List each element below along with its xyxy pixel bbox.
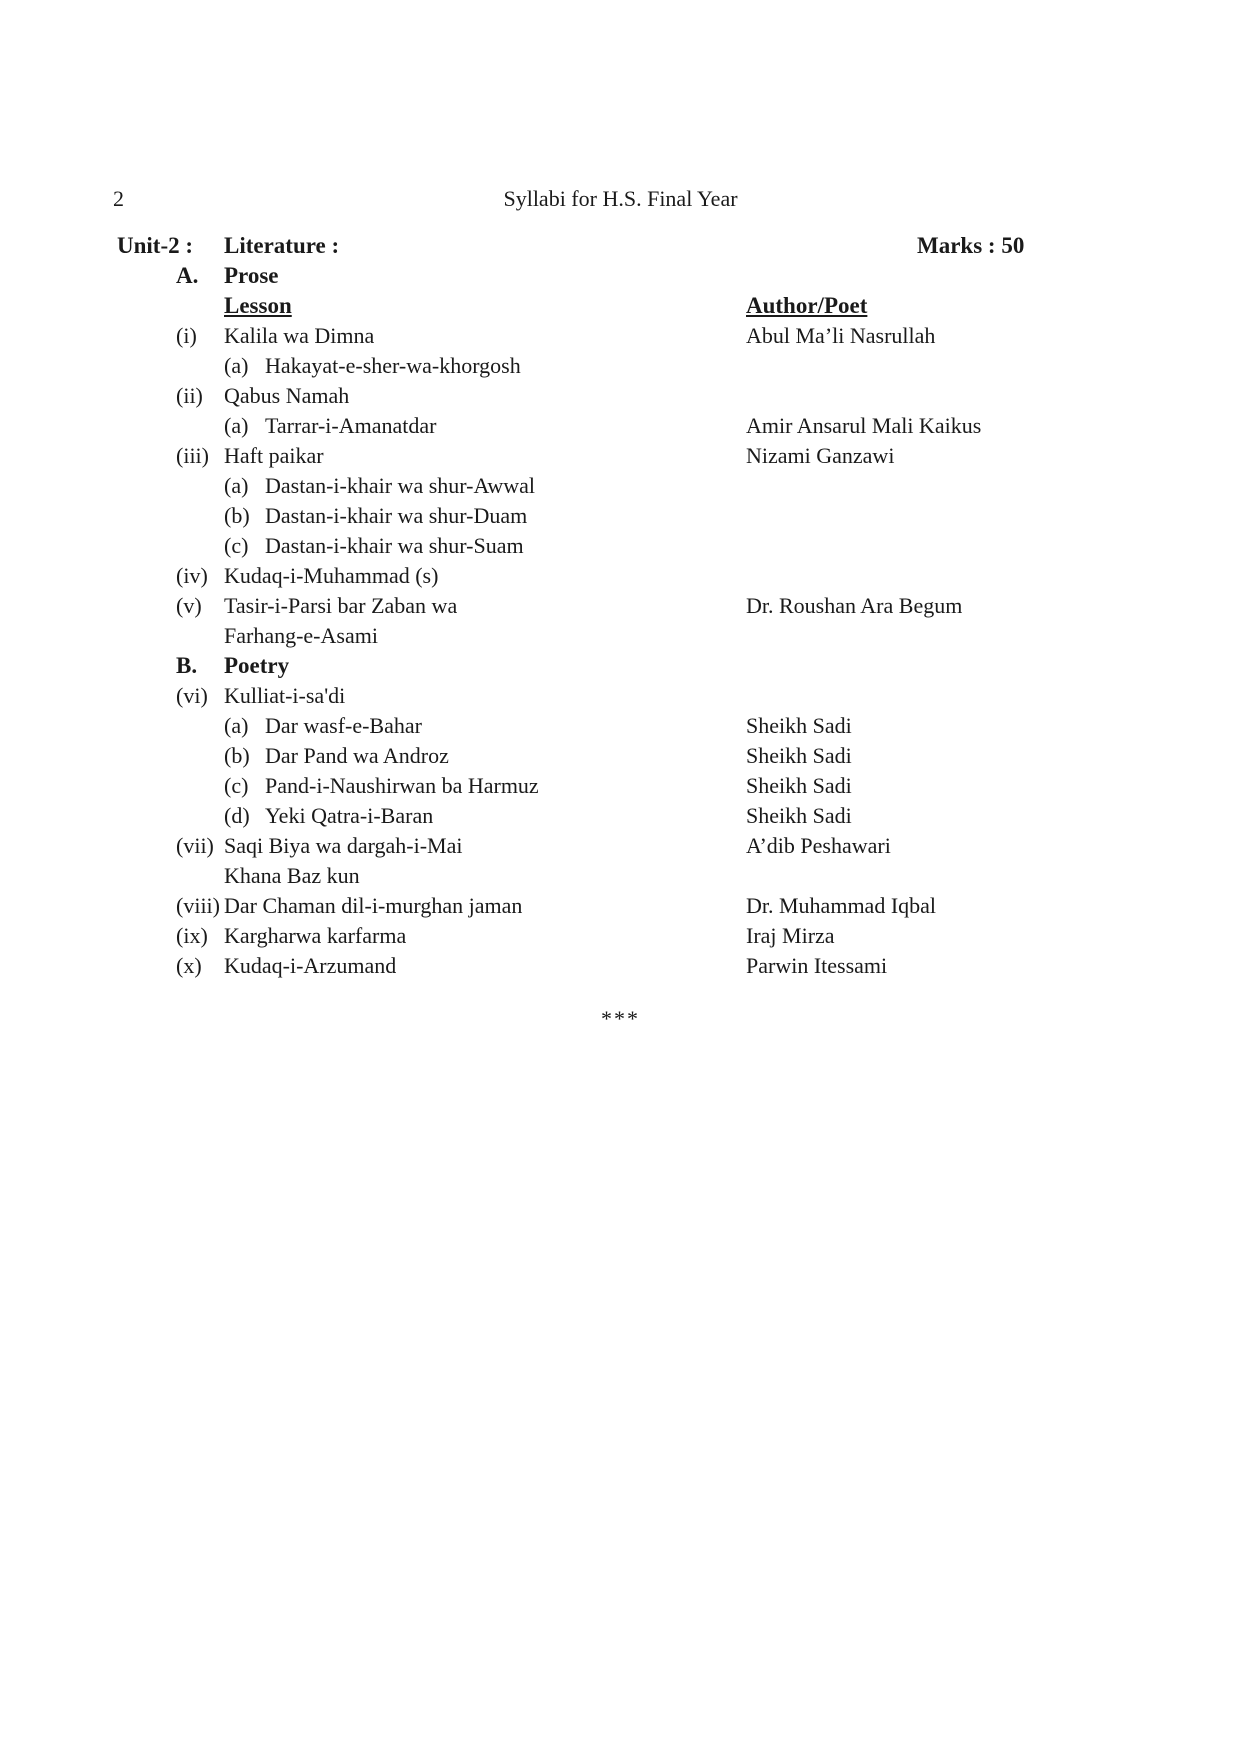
item-number: (x) <box>176 953 202 978</box>
lesson-title: Tasir-i-Parsi bar Zaban wa <box>224 593 458 618</box>
author-name: Nizami Ganzawi <box>746 443 895 468</box>
lesson-title: Kudaq-i-Muhammad (s) <box>224 563 439 588</box>
poem-title: Kudaq-i-Arzumand <box>224 953 397 978</box>
sub-item-number: (d) <box>224 803 250 828</box>
poet-name: Parwin Itessami <box>746 953 888 978</box>
author-name: Dr. Roushan Ara Begum <box>746 593 963 618</box>
page-number: 2 <box>113 186 124 211</box>
sub-lesson-title: Tarrar-i-Amanatdar <box>265 413 437 438</box>
sub-item-number: (a) <box>224 413 249 438</box>
item-number: (i) <box>176 323 197 348</box>
poem-title: Kargharwa karfarma <box>224 923 407 948</box>
poet-name: Dr. Muhammad Iqbal <box>746 893 937 918</box>
sub-lesson-title: Dastan-i-khair wa shur-Suam <box>265 533 524 558</box>
lesson-title: Kalila wa Dimna <box>224 323 375 348</box>
lesson-title: Haft paikar <box>224 443 324 468</box>
poet-name: Sheikh Sadi <box>746 743 852 768</box>
poet-name: Sheikh Sadi <box>746 713 852 738</box>
running-title: Syllabi for H.S. Final Year <box>503 186 738 211</box>
item-number: (ix) <box>176 923 208 948</box>
sub-item-number: (a) <box>224 473 249 498</box>
item-number: (iv) <box>176 563 208 588</box>
section-letter-prose: A. <box>176 263 199 288</box>
unit-label: Unit-2 : <box>117 233 194 258</box>
end-separator: *** <box>601 1006 640 1031</box>
section-title-poetry: Poetry <box>224 653 290 678</box>
poem-title-continued: Khana Baz kun <box>224 863 360 888</box>
poem-title: Saqi Biya wa dargah-i-Mai <box>224 833 463 858</box>
sub-item-number: (a) <box>224 713 249 738</box>
item-number: (vi) <box>176 683 208 708</box>
item-number: (ii) <box>176 383 203 408</box>
column-header-author: Author/Poet <box>746 293 868 318</box>
sub-lesson-title: Dastan-i-khair wa shur-Awwal <box>265 473 536 498</box>
sub-lesson-title: Hakayat-e-sher-wa-khorgosh <box>265 353 521 378</box>
author-name: Amir Ansarul Mali Kaikus <box>746 413 982 438</box>
lesson-title: Qabus Namah <box>224 383 350 408</box>
sub-poem-title: Dar Pand wa Androz <box>265 743 449 768</box>
sub-poem-title: Pand-i-Naushirwan ba Harmuz <box>265 773 539 798</box>
sub-item-number: (b) <box>224 503 250 528</box>
author-name: Abul Ma’li Nasrullah <box>746 323 936 348</box>
unit-title: Literature : <box>224 233 340 258</box>
poet-name: A’dib Peshawari <box>746 833 891 858</box>
poem-title: Dar Chaman dil-i-murghan jaman <box>224 893 523 918</box>
poet-name: Sheikh Sadi <box>746 773 852 798</box>
sub-item-number: (c) <box>224 533 249 558</box>
column-header-lesson: Lesson <box>224 293 292 318</box>
section-title-prose: Prose <box>224 263 279 288</box>
sub-item-number: (a) <box>224 353 249 378</box>
poem-title: Kulliat-i-sa'di <box>224 683 346 708</box>
poet-name: Iraj Mirza <box>746 923 835 948</box>
marks-label: Marks : 50 <box>917 233 1025 258</box>
poet-name: Sheikh Sadi <box>746 803 852 828</box>
item-number: (iii) <box>176 443 209 468</box>
item-number: (v) <box>176 593 202 618</box>
sub-lesson-title: Dastan-i-khair wa shur-Duam <box>265 503 528 528</box>
sub-item-number: (c) <box>224 773 249 798</box>
sub-item-number: (b) <box>224 743 250 768</box>
item-number: (vii) <box>176 833 214 858</box>
sub-poem-title: Dar wasf-e-Bahar <box>265 713 422 738</box>
section-letter-poetry: B. <box>176 653 198 678</box>
sub-poem-title: Yeki Qatra-i-Baran <box>265 803 434 828</box>
item-number: (viii) <box>176 893 220 918</box>
lesson-title-continued: Farhang-e-Asami <box>224 623 378 648</box>
